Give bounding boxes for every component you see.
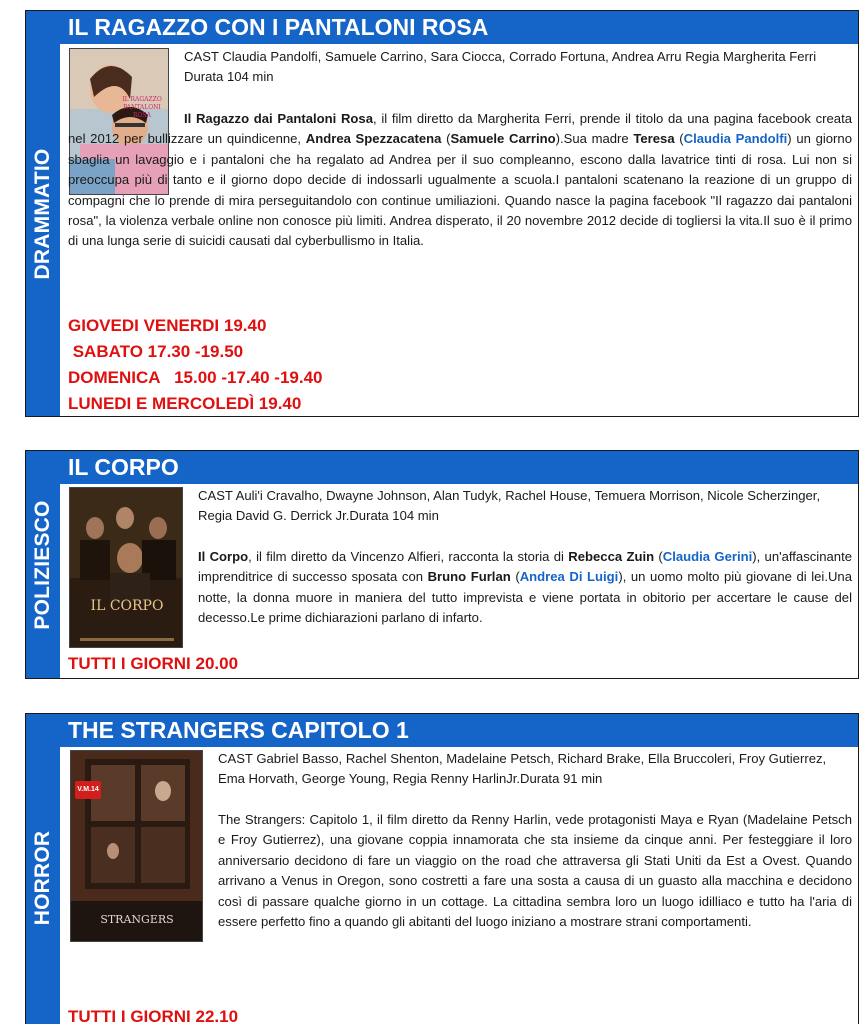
film-cast: CAST Gabriel Basso, Rachel Shenton, Madelaine Petsch, Richard Brake, Ella Bruccoleri, Froy Gutierrez, Ema Horvath, George Young, Regia Renny HarlinJr.Durata 91 min bbox=[218, 751, 827, 787]
rating-badge: V.M.14 bbox=[75, 781, 101, 799]
film-title-bar bbox=[60, 11, 858, 44]
film-poster bbox=[69, 487, 183, 648]
poster-title: IL CORPO bbox=[90, 598, 164, 614]
film-cast: CAST Claudia Pandolfi, Samuele Carrino, Sara Ciocca, Corrado Fortuna, Andrea Arru Regia Margherita Ferri Durata 104 min bbox=[184, 49, 817, 85]
film-schedule bbox=[68, 651, 238, 677]
genre-bar bbox=[26, 714, 60, 1024]
poster-title: STRANGERS bbox=[100, 913, 174, 926]
actor-link[interactable]: Claudia Gerini bbox=[662, 549, 753, 564]
poster-image bbox=[71, 751, 203, 942]
svg-text:PANTALONI: PANTALONI bbox=[123, 104, 161, 111]
film-description: Il Ragazzo dai Pantaloni Rosa, il film diretto da Margherita Ferri, prende il titolo da una pagina facebook creata nel 2012 per bullizzare un quindicenne, Andrea Spezzacatena (Samuele Carrino).Sua madre Teresa (Claudia Pandolfi) un giorno sbaglia un lavaggio e i pantaloni che ha regalato ad Andrea per il suo compleanno, escono dalla lavatrice tinti di rosa. Lui non si preoccupa più di tanto e il giorno dopo decide di indossarli ugualmente a scuola.I pantaloni scatenano la reazione di un gruppo di compagni che lo prende di mira perseguitandolo con continue umiliazioni. Quando nasce la pagina facebook "Il ragazzo dai pantaloni rosa", la violenza verbale online non conosce più limiti. Andrea disperato, il 20 novembre 2012 decide di togliersi la vita.Il suo è il primo di una lunga serie di suicidi causati dal cyberbullismo in Italia. bbox=[68, 111, 852, 249]
film-card-strangers bbox=[25, 713, 859, 1024]
film-cast: CAST Auli'i Cravalho, Dwayne Johnson, Alan Tudyk, Rachel House, Temuera Morrison, Nicole Scherzinger, Regia David G. Derrick Jr.Durata 104 min bbox=[198, 488, 821, 524]
svg-text:ROSA: ROSA bbox=[133, 112, 151, 119]
film-title: THE STRANGERS CAPITOLO 1 bbox=[68, 717, 409, 743]
film-description: The Strangers: Capitolo 1, il film diretto da Renny Harlin, vede protagonisti Maya e Ryan (Madelaine Petsch e Froy Gutierrez), una giovane coppia innamorata che sta insieme da cinque anni. Per festeggiare il loro anniversario decidono di fare un viaggio on the road che attraversa gli Stati Uniti da Est a Ovest. Quando arrivano a Venus in Oregon, sono costretti a fare una sosta a causa di un guasto alla macchina e decidono così di passare qualche giorno in un cottage. La cittadina sembra loro un luogo idilliaco e tutto ha l'aria di essere perfetto fino a quando gli abitanti del luogo iniziano a mostrare strani comportamenti. bbox=[218, 812, 852, 930]
genre-bar bbox=[26, 11, 60, 416]
schedule-line: GIOVEDI VENERDI 19.40 bbox=[68, 316, 267, 335]
genre-label: DRAMMATIO bbox=[31, 148, 54, 279]
film-title: IL RAGAZZO CON I PANTALONI ROSA bbox=[68, 14, 489, 40]
film-schedule bbox=[68, 1004, 238, 1024]
actor-link[interactable]: Claudia Pandolfi bbox=[683, 131, 788, 147]
actor-link[interactable]: Andrea Di Luigi bbox=[519, 569, 619, 585]
film-title: IL CORPO bbox=[68, 454, 179, 480]
film-title-bar bbox=[60, 714, 858, 747]
film-card-ragazzo bbox=[25, 10, 859, 417]
poster-image bbox=[70, 488, 183, 648]
film-description: Il Corpo, il film diretto da Vincenzo Alfieri, racconta la storia di Rebecca Zuin (Claudia Gerini), un'affascinante imprenditrice di successo sposata con Bruno Furlan (Andrea Di Luigi), un uomo molto più giovane di lei.Una notte, la donna muore in maniera del tutto imprevista e viene portata in obitorio per accertare le cause del decesso.Le prime dichiarazioni parlano di infarto. bbox=[198, 549, 852, 626]
genre-bar bbox=[26, 451, 60, 678]
film-title-bar bbox=[60, 451, 858, 484]
schedule-line: LUNEDI E MERCOLEDÌ 19.40 bbox=[68, 394, 302, 413]
film-card-corpo bbox=[25, 450, 859, 679]
genre-label: POLIZIESCO bbox=[31, 499, 54, 630]
poster-title: IL RAGAZZO bbox=[122, 96, 162, 103]
schedule-line: SABATO 17.30 -19.50 bbox=[68, 342, 244, 361]
genre-label: HORROR bbox=[31, 830, 54, 926]
film-poster bbox=[70, 750, 203, 942]
schedule-line: DOMENICA 15.00 -17.40 -19.40 bbox=[68, 368, 323, 387]
schedule-line: TUTTI I GIORNI 22.10 bbox=[68, 1007, 239, 1024]
film-schedule bbox=[68, 313, 323, 417]
schedule-line: TUTTI I GIORNI 20.00 bbox=[68, 654, 239, 673]
